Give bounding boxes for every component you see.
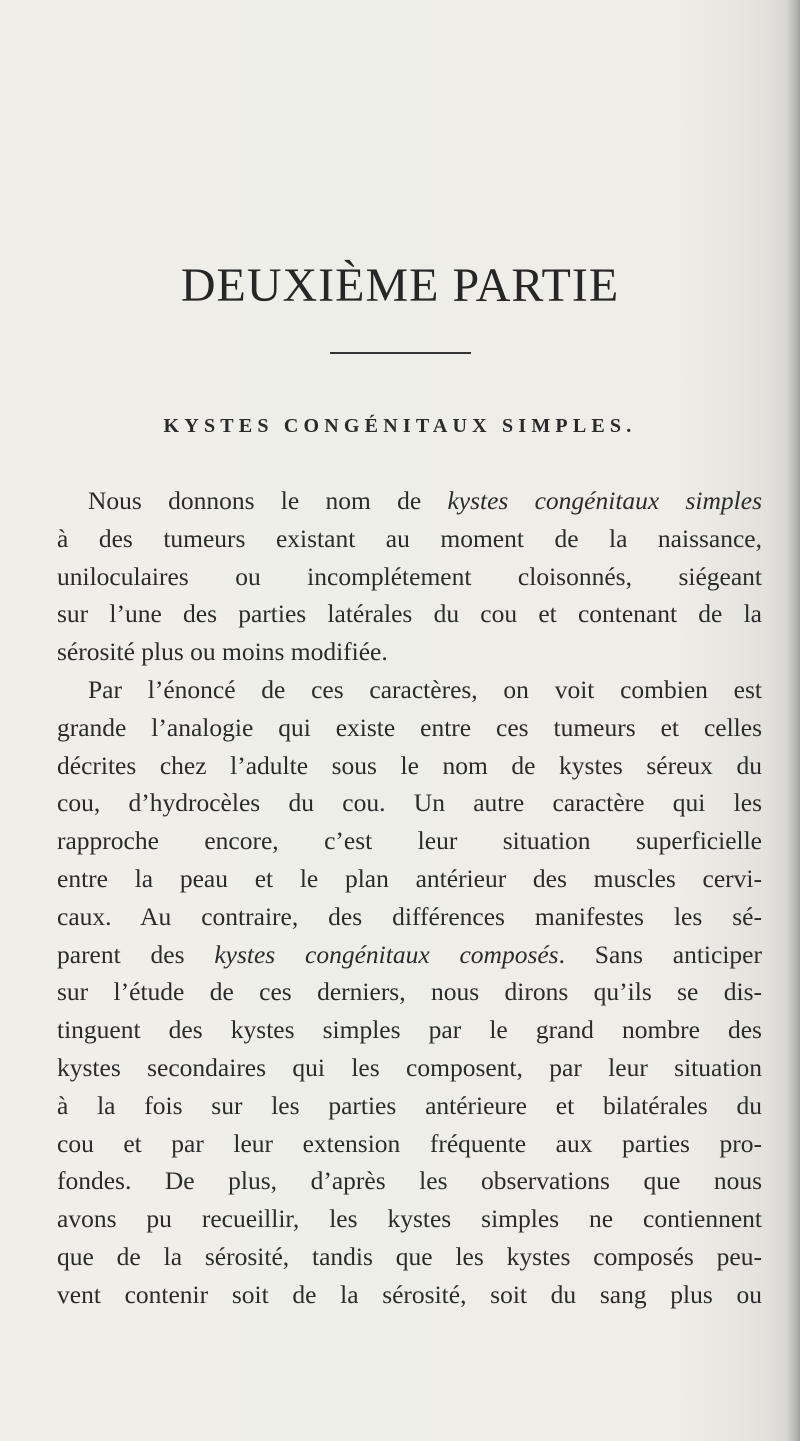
text-line bbox=[57, 558, 762, 596]
text-run: que de la sérosité, tandis que les kystes composés peu- bbox=[57, 1241, 762, 1271]
italic-term: kystes congénitaux simples bbox=[447, 486, 762, 515]
text-run: tinguent des kystes simples par le grand nombre des bbox=[57, 1015, 762, 1045]
text-line bbox=[57, 784, 762, 822]
text-line bbox=[57, 1162, 762, 1200]
text-run: sérosité plus ou moins modifiée. bbox=[57, 637, 388, 667]
text-run: sur l’étude de ces derniers, nous dirons qu’ils se dis- bbox=[57, 977, 762, 1007]
text-run: Par l’énoncé de ces caractères, on voit combien est bbox=[88, 674, 762, 704]
text-run: grande l’analogie qui existe entre ces tumeurs et celles bbox=[57, 712, 762, 742]
page-edge-shadow bbox=[786, 0, 800, 1441]
text-line bbox=[57, 633, 762, 671]
text-run: à la fois sur les parties antérieure et bilatérales du bbox=[57, 1090, 762, 1120]
text-line bbox=[57, 973, 762, 1011]
text-run: kystes secondaires qui les composent, par leur situation bbox=[57, 1052, 762, 1082]
text-run: caux. Au contraire, des différences manifestes les sé- bbox=[57, 901, 762, 931]
text-line bbox=[57, 1200, 762, 1238]
text-run: à des tumeurs existant au moment de la naissance, bbox=[57, 523, 762, 553]
text-run: entre la peau et le plan antérieur des muscles cervi- bbox=[57, 863, 762, 893]
text-run: . Sans anticiper bbox=[558, 939, 762, 969]
text-run: avons pu recueillir, les kystes simples ne contiennent bbox=[57, 1204, 762, 1234]
text-run: décrites chez l’adulte sous le nom de kystes séreux du bbox=[57, 750, 762, 780]
text-line bbox=[57, 898, 762, 936]
text-line bbox=[57, 1125, 762, 1163]
text-run: cou et par leur extension fréquente aux parties pro- bbox=[57, 1128, 762, 1158]
body-text bbox=[57, 482, 762, 1314]
title-divider bbox=[330, 352, 471, 354]
text-line bbox=[57, 595, 762, 633]
text-run: rapproche encore, c’est leur situation superficielle bbox=[57, 826, 762, 856]
text-line bbox=[57, 482, 762, 520]
text-line bbox=[57, 671, 762, 709]
text-line bbox=[57, 936, 762, 974]
text-run: parent des bbox=[57, 939, 215, 969]
text-run: uniloculaires ou incomplétement cloisonnés, siégeant bbox=[57, 561, 762, 591]
text-run: Nous donnons le nom de bbox=[88, 486, 448, 515]
section-title: KYSTES CONGÉNITAUX SIMPLES. bbox=[163, 415, 637, 437]
text-run: sur l’une des parties latérales du cou et contenant de la bbox=[57, 599, 762, 629]
text-line bbox=[57, 709, 762, 747]
text-line bbox=[57, 1049, 762, 1087]
text-run: fondes. De plus, d’après les observations que nous bbox=[57, 1166, 762, 1196]
text-run: vent contenir soit de la sérosité, soit du sang plus ou bbox=[57, 1279, 762, 1309]
part-title: DEUXIÈME PARTIE bbox=[180, 259, 620, 312]
text-line bbox=[57, 1238, 762, 1276]
text-line bbox=[57, 747, 762, 785]
text-line bbox=[57, 1087, 762, 1125]
text-run: cou, d’hydrocèles du cou. Un autre caractère qui les bbox=[57, 788, 762, 818]
text-line bbox=[57, 1011, 762, 1049]
text-line bbox=[57, 860, 762, 898]
italic-term: kystes congénitaux composés bbox=[214, 939, 559, 969]
text-line bbox=[57, 520, 762, 558]
text-line bbox=[57, 1276, 762, 1314]
text-line bbox=[57, 822, 762, 860]
